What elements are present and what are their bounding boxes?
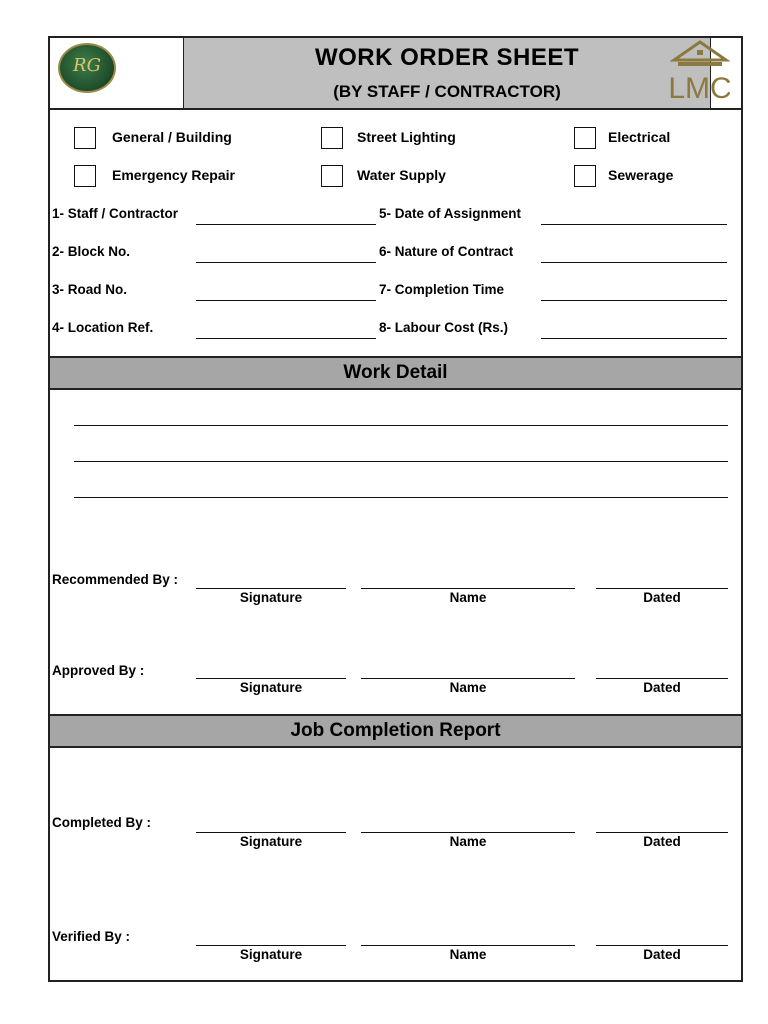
header-divider — [50, 108, 741, 110]
category-label: Electrical — [608, 129, 671, 145]
name-caption: Name — [449, 680, 487, 695]
field-label-location-ref: 4- Location Ref. — [52, 320, 154, 335]
name-caption: Name — [449, 590, 487, 605]
completed-date-line[interactable] — [596, 832, 728, 833]
field-line-location-ref[interactable] — [196, 338, 376, 339]
field-line-block-no[interactable] — [196, 262, 376, 263]
signature-caption: Signature — [239, 834, 303, 849]
work-detail-heading: Work Detail — [50, 356, 741, 390]
work-detail-line-3[interactable] — [74, 497, 728, 498]
field-label-road-no: 3- Road No. — [52, 282, 128, 297]
header-title-block — [183, 38, 711, 108]
completed-by-label: Completed By : — [52, 815, 152, 830]
recommended-by-label: Recommended By : — [52, 572, 179, 587]
category-label: Emergency Repair — [112, 167, 235, 183]
field-label-labour-cost: 8- Labour Cost (Rs.) — [379, 320, 509, 335]
signature-caption: Signature — [239, 680, 303, 695]
page-title: WORK ORDER SHEET — [314, 44, 579, 71]
signature-caption: Signature — [239, 590, 303, 605]
category-label: General / Building — [112, 129, 232, 145]
completed-name-line[interactable] — [361, 832, 575, 833]
signature-caption: Signature — [239, 947, 303, 962]
checkbox[interactable] — [74, 165, 96, 187]
recommended-date-line[interactable] — [596, 588, 728, 589]
recommended-signature-line[interactable] — [196, 588, 346, 589]
page-subtitle: (BY STAFF / CONTRACTOR) — [333, 82, 561, 101]
verified-by-label: Verified By : — [52, 929, 131, 944]
approved-by-label: Approved By : — [52, 663, 145, 678]
verified-signature-line[interactable] — [196, 945, 346, 946]
approved-date-line[interactable] — [596, 678, 728, 679]
work-detail-line-1[interactable] — [74, 425, 728, 426]
field-line-labour-cost[interactable] — [541, 338, 727, 339]
checkbox[interactable] — [74, 127, 96, 149]
rg-logo-text: RG — [73, 55, 101, 76]
dated-caption: Dated — [643, 590, 681, 605]
field-label-staff-contractor: 1- Staff / Contractor — [52, 206, 179, 221]
recommended-name-line[interactable] — [361, 588, 575, 589]
field-line-completion-time[interactable] — [541, 300, 727, 301]
lmc-logo-text: LMC — [670, 72, 730, 104]
work-detail-line-2[interactable] — [74, 461, 728, 462]
dated-caption: Dated — [643, 947, 681, 962]
name-caption: Name — [449, 834, 487, 849]
approved-name-line[interactable] — [361, 678, 575, 679]
field-line-road-no[interactable] — [196, 300, 376, 301]
completed-signature-line[interactable] — [196, 832, 346, 833]
checkbox[interactable] — [321, 165, 343, 187]
verified-date-line[interactable] — [596, 945, 728, 946]
category-label: Street Lighting — [357, 129, 456, 145]
checkbox[interactable] — [321, 127, 343, 149]
field-label-completion-time: 7- Completion Time — [379, 282, 505, 297]
field-line-date-of-assignment[interactable] — [541, 224, 727, 225]
checkbox[interactable] — [574, 127, 596, 149]
dated-caption: Dated — [643, 680, 681, 695]
field-label-block-no: 2- Block No. — [52, 244, 131, 259]
dated-caption: Dated — [643, 834, 681, 849]
field-label-nature-of-contract: 6- Nature of Contract — [379, 244, 514, 259]
category-label: Water Supply — [357, 167, 446, 183]
name-caption: Name — [449, 947, 487, 962]
verified-name-line[interactable] — [361, 945, 575, 946]
rg-logo-icon — [58, 43, 116, 93]
field-label-date-of-assignment: 5- Date of Assignment — [379, 206, 522, 221]
job-completion-heading: Job Completion Report — [50, 714, 741, 748]
lmc-logo-icon — [670, 40, 730, 104]
category-label: Sewerage — [608, 167, 674, 183]
field-line-staff-contractor[interactable] — [196, 224, 376, 225]
field-line-nature-of-contract[interactable] — [541, 262, 727, 263]
approved-signature-line[interactable] — [196, 678, 346, 679]
work-order-sheet — [48, 36, 743, 982]
checkbox[interactable] — [574, 165, 596, 187]
